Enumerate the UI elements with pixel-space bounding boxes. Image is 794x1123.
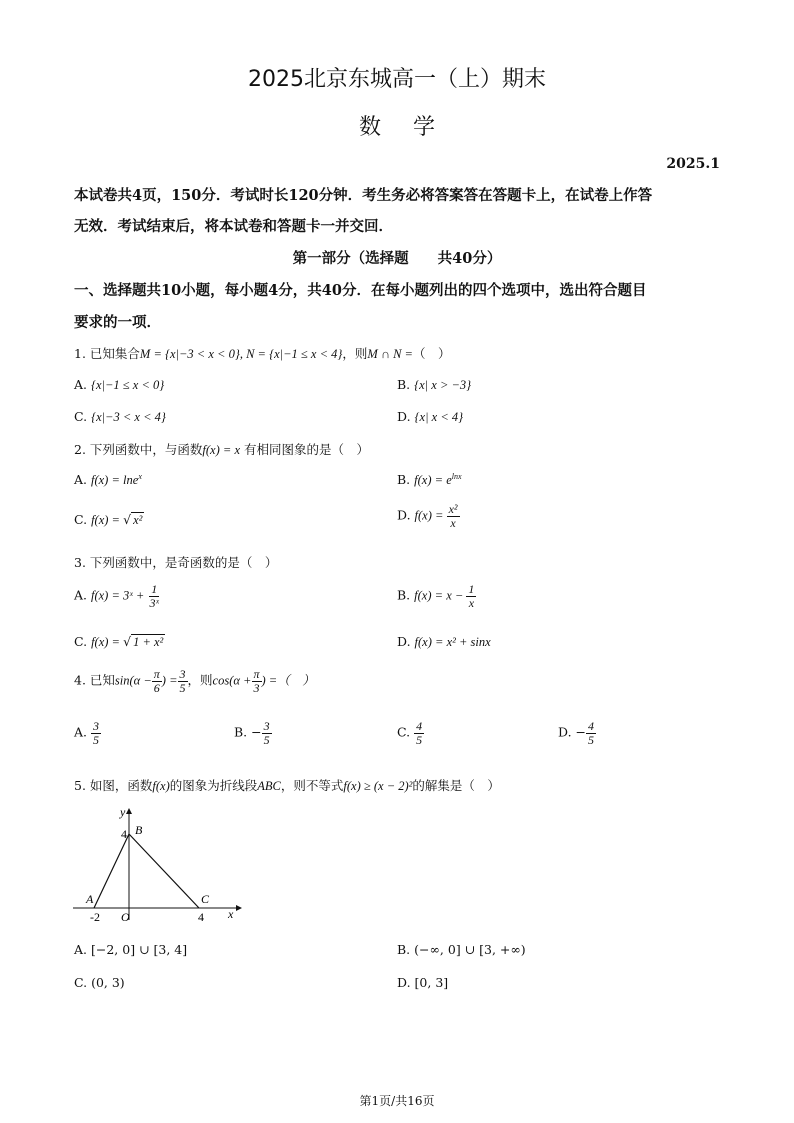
q1-stem-prefix: 1. 已知集合 [74, 346, 140, 361]
q5-option-c[interactable]: C. (0, 3) [74, 975, 125, 990]
q3-option-a[interactable]: A. f(x) = 3ˣ + $\frac{1}{\text{3ˣ}}$ [74, 582, 159, 610]
point-b-label: B [135, 823, 143, 837]
q1-option-b[interactable]: B. {x| x > −3} [397, 377, 472, 392]
origin-label: O [121, 910, 130, 924]
q1-option-d[interactable]: D. {x| x < 4} [397, 409, 464, 424]
q4-option-c[interactable]: C. $\frac{4}{5}$ [397, 719, 423, 747]
q1-option-c[interactable]: C. {x|−3 < x < 4} [74, 409, 166, 424]
page-footer: 第1页/共16页 [359, 1094, 435, 1108]
y-axis-label: y [120, 805, 126, 819]
q5-option-b[interactable]: B. (−∞, 0] ∪ [3, +∞) [397, 942, 526, 957]
instructions-line-2: 无效．考试结束后，将本试卷和答题卡一并交回． [74, 218, 393, 235]
q2-option-d[interactable]: D. f(x) = $\frac{\text{x²}}{x}$ [397, 502, 458, 530]
polyline-abc [94, 834, 199, 908]
tick-label-neg2: -2 [90, 910, 100, 924]
tick-label-4-y: 4 [121, 827, 127, 841]
q1-stem-mid: ，则 [342, 346, 368, 361]
q4-option-d[interactable]: D. − $\frac{4}{5}$ [558, 719, 595, 747]
question-4-stem: 4. 已知sin(α − $\frac{\pi}{6}$ ) = $\frac{3}{5}$ ，则cos(α + $\frac{\pi}{3}$ ) =（ ） [74, 667, 315, 695]
question-3-stem: 3. 下列函数中，是奇函数的是（ ） [74, 555, 278, 570]
part-heading: 第一部分（选择题 共40分） [292, 250, 502, 267]
section-instructions-line-2: 要求的一项． [74, 314, 161, 331]
q5-option-d[interactable]: D. [0, 3] [397, 975, 449, 990]
question-5-stem: 5. 如图，函数f(x)的图象为折线段ABC，则不等式f(x) ≥ (x − 2)²的解集是（ ） [74, 778, 500, 793]
q3-option-b[interactable]: B. f(x) = x − $\frac{1}{x}$ [397, 582, 475, 610]
q1-option-a[interactable]: A. {x|−1 ≤ x < 0} [74, 377, 165, 392]
q2-option-c[interactable]: C. f(x) = √ x² [74, 512, 143, 527]
x-axis-arrow-icon [236, 905, 242, 911]
x-axis-label: x [228, 907, 234, 921]
instructions-line-1: 本试卷共4页，150分．考试时长120分钟．考生务必将答案答在答题卡上，在试卷上作答 [74, 187, 653, 204]
q5-option-a[interactable]: A. [−2, 0] ∪ [3, 4] [74, 942, 188, 957]
q3-option-d[interactable]: D. f(x) = x² + sinx [397, 634, 491, 649]
exam-date: 2025.1 [666, 156, 720, 172]
exam-title: 2025北京东城高一（上）期末 [248, 67, 546, 92]
point-a-label: A [86, 892, 94, 906]
q2-stem-math: f(x) = x [202, 443, 240, 457]
point-c-label: C [201, 892, 210, 906]
q4-option-a[interactable]: A. $\frac{3}{5}$ [74, 719, 99, 747]
q5-figure [68, 800, 248, 930]
q4-option-b[interactable]: B. − $\frac{3}{5}$ [234, 719, 270, 747]
tick-label-4-x: 4 [198, 910, 204, 924]
question-2-stem: 2. 下列函数中，与函数f(x) = x 有相同图象的是（ ） [74, 442, 369, 457]
y-axis-arrow-icon [126, 808, 132, 814]
q1-stem-math: M = {x|−3 < x < 0}, N = {x|−1 ≤ x < 4} [139, 347, 343, 361]
subject-title: 数学 [358, 115, 467, 140]
q2-option-a[interactable]: A. f(x) = lne$^x$ [74, 472, 142, 488]
q1-stem-math2: M ∩ N = [367, 347, 413, 361]
q3-option-c[interactable]: C. f(x) = √ 1 + x² [74, 634, 164, 649]
q1-stem-suffix: （ ） [412, 346, 451, 361]
question-1-stem [74, 344, 451, 362]
section-instructions-line-1: 一、选择题共10小题，每小题4分，共40分．在每小题列出的四个选项中，选出符合题目 [74, 282, 647, 299]
q2-option-b[interactable]: B. $f(x) = e^{lnx}$ [397, 472, 462, 488]
